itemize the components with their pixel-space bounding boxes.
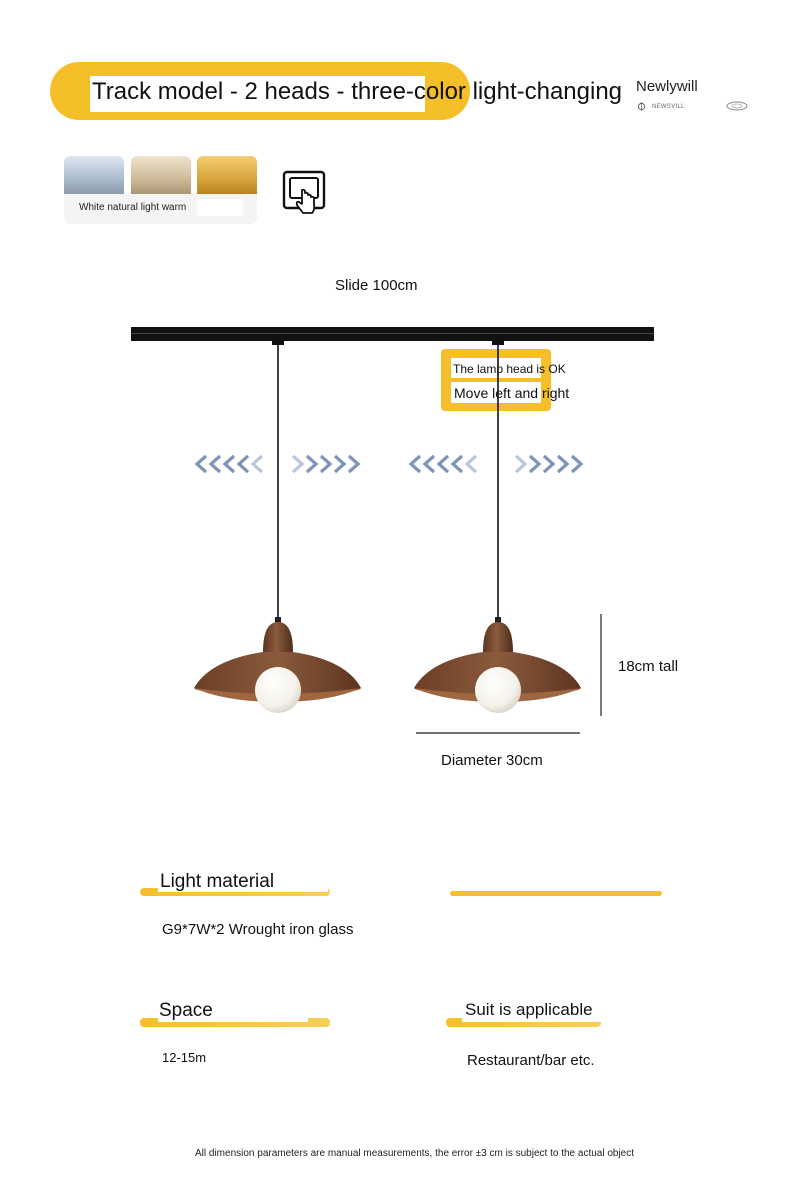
chevron-left-icon xyxy=(197,456,262,472)
lamp-left xyxy=(194,335,361,713)
chevron-right-icon xyxy=(516,456,581,472)
chevron-right-icon xyxy=(293,456,358,472)
chevron-left-icon xyxy=(411,456,476,472)
lamp-right xyxy=(414,335,581,713)
material-divider xyxy=(450,891,662,896)
material-title: Light material xyxy=(160,871,275,892)
slide-length-label: Slide 100cm xyxy=(335,277,418,294)
callout-line2: Move left and right xyxy=(454,385,570,401)
space-value: 12-15m xyxy=(162,1050,207,1065)
swatch-label: White natural light warm xyxy=(79,202,187,213)
callout-line1: The lamp head is OK xyxy=(453,362,566,376)
brand-subtitle: NEWSVILL xyxy=(652,104,685,110)
space-title: Space xyxy=(159,1000,213,1021)
brand-name: Newlywill xyxy=(636,78,698,95)
material-value: G9*7W*2 Wrought iron glass xyxy=(162,921,354,938)
suit-value: Restaurant/bar etc. xyxy=(467,1052,595,1069)
page-title: Track model - 2 heads - three-color light-changing xyxy=(92,78,623,105)
height-label: 18cm tall xyxy=(618,658,679,675)
suit-title: Suit is applicable xyxy=(465,1000,593,1019)
diameter-label: Diameter 30cm xyxy=(441,752,543,769)
footnote: All dimension parameters are manual measurements, the error ±3 cm is subject to the actual object xyxy=(195,1148,635,1159)
